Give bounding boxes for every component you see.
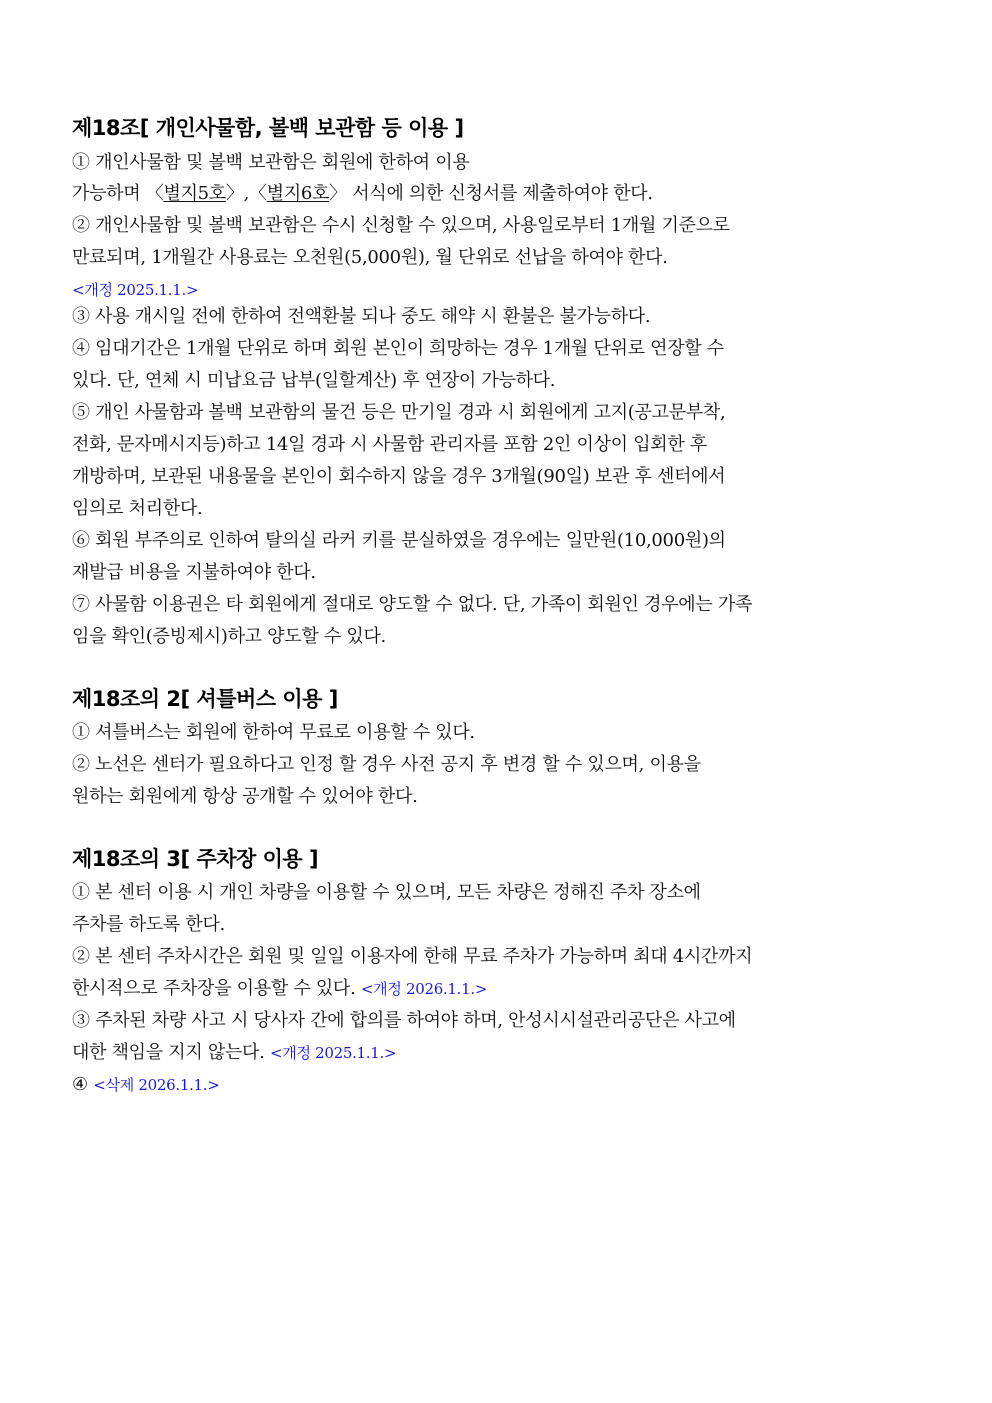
article-18-2-paragraph-2-line-1: ② 노선은 센터가 필요하다고 인정 할 경우 사전 공지 후 변경 할 수 있으며, 이용을 (72, 754, 701, 775)
article-18-2-paragraph-1: ① 셔틀버스는 회원에 한하여 무료로 이용할 수 있다. (72, 722, 475, 743)
article-18-3-paragraph-3-line-2 (72, 1041, 396, 1065)
form-6-reference: 별지6호 (266, 183, 330, 204)
article-18-3-paragraph-3-line-1: ③ 주차된 차량 사고 시 당사자 간에 합의를 하여야 하며, 안성시시설관리공단은 사고에 (72, 1010, 736, 1031)
article-18-3-heading: 제18조의 3[ 주차장 이용 ] (72, 847, 319, 871)
article-18-3-paragraph-4 (72, 1073, 220, 1097)
article-18-paragraph-1-line-1: ① 개인사물함 및 볼백 보관함은 회원에 한하여 이용 (72, 152, 470, 173)
article-18-3-paragraph-2-line-2 (72, 977, 487, 1001)
article-18-paragraph-1-line-2 (72, 182, 653, 206)
amendment-note: <개정 2026.1.1.> (360, 980, 488, 998)
article-18-paragraph-5-line-3: 개방하며, 보관된 내용물을 본인이 회수하지 않을 경우 3개월(90일) 보관 후 센터에서 (72, 466, 726, 487)
article-18-3-paragraph-1-line-1: ① 본 센터 이용 시 개인 차량을 이용할 수 있으며, 모든 차량은 정해진 주차 장소에 (72, 882, 701, 903)
article-18-paragraph-5-line-4: 임의로 처리한다. (72, 498, 203, 519)
text-segment: 가능하며 〈 (72, 183, 164, 204)
text-segment: 대한 책임을 지지 않는다. (72, 1042, 265, 1063)
article-18-paragraph-2-line-2: 만료되며, 1개월간 사용료는 오천원(5,000원), 월 단위로 선납을 하여야 한다. (72, 247, 668, 268)
article-18-paragraph-2-line-1: ② 개인사물함 및 볼백 보관함은 수시 신청할 수 있으며, 사용일로부터 1개월 기준으로 (72, 215, 730, 236)
article-18-paragraph-6-line-1: ⑥ 회원 부주의로 인하여 탈의실 라커 키를 분실하였을 경우에는 일만원(10,000원)의 (72, 530, 726, 551)
article-18-paragraph-7-line-2: 임을 확인(증빙제시)하고 양도할 수 있다. (72, 626, 386, 647)
amendment-note: <개정 2025.1.1.> (270, 1044, 397, 1062)
article-18-paragraph-3: ③ 사용 개시일 전에 한하여 전액환불 되나 중도 해약 시 환불은 불가능하다. (72, 306, 651, 327)
article-18-3-paragraph-1-line-2: 주차를 하도록 한다. (72, 914, 225, 935)
article-18-paragraph-4-line-2: 있다. 단, 연체 시 미납요금 납부(일할계산) 후 연장이 가능하다. (72, 370, 556, 391)
amendment-note: <개정 2025.1.1.> (72, 281, 199, 299)
text-segment: 〉 서식에 의한 신청서를 제출하여야 한다. (329, 183, 653, 204)
article-18-paragraph-5-line-1: ⑤ 개인 사물함과 볼백 보관함의 물건 등은 만기일 경과 시 회원에게 고지(공고문부착, (72, 402, 726, 423)
text-segment: 〉,〈 (225, 183, 267, 204)
article-18-2-paragraph-2-line-2: 원하는 회원에게 항상 공개할 수 있어야 한다. (72, 786, 418, 807)
text-segment: 한시적으로 주차장을 이용할 수 있다. (72, 978, 356, 999)
paragraph-number: ④ (72, 1074, 88, 1095)
form-5-reference: 별지5호 (163, 183, 226, 204)
deletion-note: <삭제 2026.1.1.> (93, 1076, 220, 1094)
article-18-3-paragraph-2-line-1: ② 본 센터 주차시간은 회원 및 일일 이용자에 한해 무료 주차가 가능하며 최대 4시간까지 (72, 946, 753, 967)
article-18-heading: 제18조[ 개인사물함, 볼백 보관함 등 이용 ] (72, 116, 464, 140)
article-18-2-heading: 제18조의 2[ 셔틀버스 이용 ] (72, 687, 338, 711)
article-18-paragraph-7-line-1: ⑦ 사물함 이용권은 타 회원에게 절대로 양도할 수 없다. 단, 가족이 회원인 경우에는 가족 (72, 594, 753, 615)
article-18-paragraph-5-line-2: 전화, 문자메시지등)하고 14일 경과 시 사물함 관리자를 포함 2인 이상이 입회한 후 (72, 434, 707, 455)
article-18-paragraph-6-line-2: 재발급 비용을 지불하여야 한다. (72, 562, 316, 583)
article-18-paragraph-4-line-1: ④ 임대기간은 1개월 단위로 하며 회원 본인이 희망하는 경우 1개월 단위로 연장할 수 (72, 338, 724, 359)
